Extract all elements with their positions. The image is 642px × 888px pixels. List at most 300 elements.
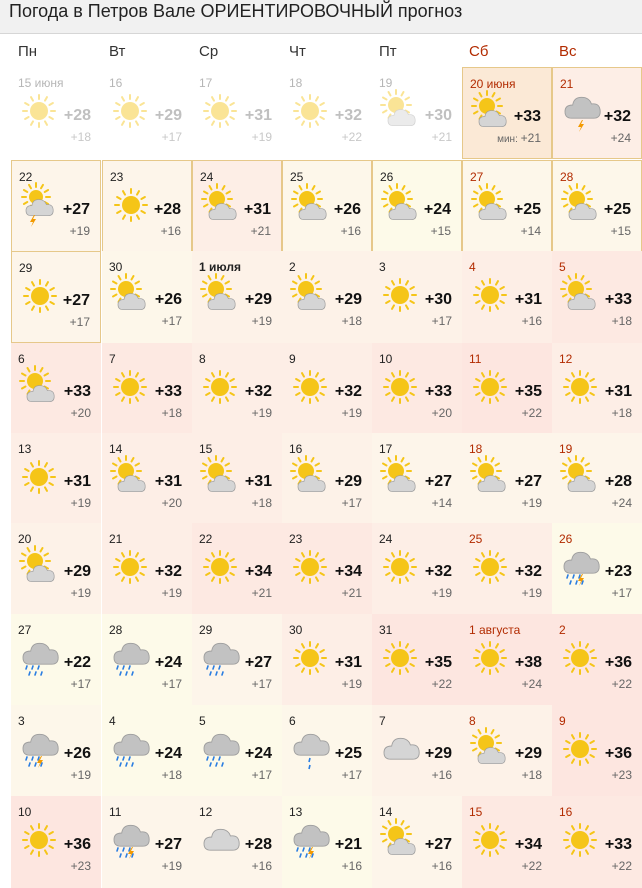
- temp-max: +32: [334, 107, 362, 124]
- temp-min-value: +21: [431, 130, 452, 144]
- temp-min-value: +19: [161, 859, 182, 873]
- temp-min-value: +17: [251, 768, 272, 782]
- day-date: 4: [109, 714, 116, 728]
- temp-max: +31: [244, 473, 272, 490]
- temp-min-value: +17: [69, 315, 90, 329]
- partly-cloudy-icon: [378, 453, 424, 499]
- temp-min-value: +22: [521, 859, 542, 873]
- temp-max: +29: [244, 291, 272, 308]
- temp-max: +33: [154, 383, 182, 400]
- temp-min: [522, 586, 542, 600]
- day-date: 7: [109, 352, 116, 366]
- temp-max: +34: [514, 836, 542, 853]
- day-date: 6: [18, 352, 25, 366]
- temp-min-value: +15: [610, 224, 631, 238]
- temp-min-value: +19: [70, 496, 91, 510]
- temp-min-value: +17: [161, 314, 182, 328]
- rain-icon: [108, 725, 154, 771]
- temp-max: +25: [603, 201, 631, 218]
- day-date: 24: [379, 532, 393, 546]
- temp-max: +36: [604, 745, 632, 762]
- partly-cloudy-icon: [378, 816, 424, 862]
- temp-min-value: +22: [431, 677, 452, 691]
- day-cell[interactable]: [192, 614, 282, 706]
- temp-min-value: +24: [611, 496, 632, 510]
- sun-icon: [378, 271, 424, 317]
- temp-min: [522, 768, 542, 782]
- temp-min-value: +17: [161, 130, 182, 144]
- sun-icon: [288, 363, 334, 409]
- day-cell[interactable]: [282, 614, 372, 706]
- day-cell[interactable]: [192, 343, 282, 435]
- day-cell[interactable]: [462, 251, 552, 343]
- temp-min: [432, 314, 452, 328]
- temp-min: [342, 314, 362, 328]
- temp-min-value: +20: [161, 496, 182, 510]
- temp-max: +24: [423, 201, 451, 218]
- partly-cloudy-icon: [559, 181, 605, 227]
- partly-cloudy-icon: [378, 87, 424, 133]
- day-cell[interactable]: [11, 523, 101, 615]
- temp-min: [342, 677, 362, 691]
- day-date: 6: [289, 714, 296, 728]
- temp-max: +36: [604, 654, 632, 671]
- temp-min-value: +22: [521, 406, 542, 420]
- sun-icon: [468, 363, 514, 409]
- temp-max: +29: [424, 745, 452, 762]
- partly-cloudy-icon: [288, 453, 334, 499]
- temp-min-value: +21: [251, 586, 272, 600]
- day-cell[interactable]: [102, 614, 192, 706]
- day-cell[interactable]: [192, 796, 282, 888]
- temp-min: [252, 768, 272, 782]
- day-cell[interactable]: [552, 251, 642, 343]
- temp-min-value: +23: [70, 859, 91, 873]
- day-cell[interactable]: [102, 67, 192, 159]
- min-prefix: мин:: [497, 134, 521, 145]
- temp-min: [162, 314, 182, 328]
- partly-cloudy-icon: [108, 453, 154, 499]
- temp-min-value: +20: [70, 406, 91, 420]
- temp-min-value: +18: [161, 768, 182, 782]
- day-date: 5: [559, 260, 566, 274]
- day-cell[interactable]: [102, 433, 192, 525]
- day-cell[interactable]: [102, 160, 192, 252]
- day-cell[interactable]: [282, 67, 372, 159]
- day-date: 25: [469, 532, 483, 546]
- day-cell[interactable]: [372, 796, 462, 888]
- day-cell[interactable]: [462, 433, 552, 525]
- day-date: 12: [199, 805, 213, 819]
- day-date: 1 августа: [469, 623, 521, 637]
- day-cell[interactable]: [552, 67, 642, 159]
- day-cell[interactable]: [552, 796, 642, 888]
- sun-icon: [109, 181, 155, 227]
- day-date: 28: [560, 170, 574, 184]
- temp-max: +32: [514, 563, 542, 580]
- day-cell[interactable]: [192, 705, 282, 797]
- day-cell[interactable]: [11, 67, 101, 159]
- temp-min-value: +14: [520, 224, 541, 238]
- temp-min: [611, 131, 631, 145]
- temp-min-value: +17: [431, 314, 452, 328]
- temp-min-value: +19: [69, 224, 90, 238]
- temp-min-value: +19: [341, 677, 362, 691]
- day-cell[interactable]: [372, 251, 462, 343]
- temp-max: +25: [334, 745, 362, 762]
- day-cell[interactable]: [192, 67, 282, 159]
- temp-min: [432, 768, 452, 782]
- day-cell[interactable]: [552, 160, 642, 252]
- partly-cloudy-icon: [469, 88, 515, 134]
- temp-min: [342, 496, 362, 510]
- temp-min: [162, 677, 182, 691]
- temp-max: +24: [154, 745, 182, 762]
- day-cell[interactable]: [11, 614, 101, 706]
- temp-min-value: +18: [341, 314, 362, 328]
- temp-min: [252, 496, 272, 510]
- day-date: 4: [469, 260, 476, 274]
- temp-min: [341, 224, 361, 238]
- temp-min-value: +20: [431, 406, 452, 420]
- temp-max: +32: [424, 563, 452, 580]
- weekday-label: Ср: [199, 43, 219, 60]
- day-date: 7: [379, 714, 386, 728]
- temp-min-value: +18: [611, 314, 632, 328]
- day-cell[interactable]: [372, 67, 462, 159]
- day-cell[interactable]: [372, 523, 462, 615]
- day-date: 3: [18, 714, 25, 728]
- temp-min: [497, 131, 541, 145]
- sun-icon: [468, 543, 514, 589]
- day-cell[interactable]: [372, 705, 462, 797]
- sun-icon: [198, 363, 244, 409]
- temp-min-value: +22: [341, 130, 362, 144]
- sun-icon: [558, 634, 604, 680]
- day-cell[interactable]: [552, 433, 642, 525]
- day-cell[interactable]: [282, 523, 372, 615]
- day-date: 9: [289, 352, 296, 366]
- temp-min-value: +18: [251, 496, 272, 510]
- day-cell[interactable]: [11, 433, 101, 525]
- day-date: 21: [560, 77, 574, 91]
- temp-min-value: +18: [161, 406, 182, 420]
- temp-min: [431, 224, 451, 238]
- weekday-label: Вт: [109, 43, 126, 60]
- temp-min: [162, 130, 182, 144]
- temp-min: [162, 586, 182, 600]
- temp-min-value: +17: [611, 586, 632, 600]
- temp-min: [342, 130, 362, 144]
- sun-icon: [558, 816, 604, 862]
- weekday-label: Пт: [379, 43, 397, 60]
- partly-cloudy-icon: [468, 453, 514, 499]
- temp-min-value: +17: [341, 496, 362, 510]
- day-date: 27: [470, 170, 484, 184]
- day-date: 16: [109, 76, 123, 90]
- temp-min-value: +17: [251, 677, 272, 691]
- partly-cloudy-icon: [558, 453, 604, 499]
- weekday-label: Чт: [289, 43, 306, 60]
- temp-max: +35: [514, 383, 542, 400]
- day-date: 19: [379, 76, 393, 90]
- rain-icon: [198, 725, 244, 771]
- temp-min-value: +19: [70, 586, 91, 600]
- day-cell[interactable]: [462, 67, 552, 159]
- cloud-icon: [378, 725, 424, 771]
- cloud-icon: [198, 816, 244, 862]
- day-date: 13: [18, 442, 32, 456]
- temp-min: [71, 586, 91, 600]
- temp-max: +32: [603, 108, 631, 125]
- temp-min: [612, 586, 632, 600]
- rain-icon: [108, 634, 154, 680]
- day-date: 20 июня: [470, 77, 516, 91]
- day-cell[interactable]: [282, 160, 372, 252]
- temp-min: [71, 130, 91, 144]
- day-date: 3: [379, 260, 386, 274]
- title-bar: [0, 0, 642, 34]
- temp-max: +31: [63, 473, 91, 490]
- day-cell[interactable]: [552, 523, 642, 615]
- temp-min-value: +14: [431, 496, 452, 510]
- temp-min: [342, 586, 362, 600]
- sun-icon: [378, 363, 424, 409]
- temp-max: +22: [63, 654, 91, 671]
- temp-min: [252, 130, 272, 144]
- temp-min-value: +19: [161, 586, 182, 600]
- day-date: 26: [559, 532, 573, 546]
- day-cell[interactable]: [282, 705, 372, 797]
- day-date: 27: [18, 623, 32, 637]
- temp-min: [432, 496, 452, 510]
- temp-max: +28: [63, 107, 91, 124]
- day-date: 13: [289, 805, 303, 819]
- day-cell[interactable]: [192, 160, 282, 252]
- temp-min: [432, 586, 452, 600]
- day-cell[interactable]: [372, 343, 462, 435]
- thunderstorm-rain-icon: [288, 816, 334, 862]
- thunderstorm-icon: [559, 88, 605, 134]
- day-date: 22: [19, 170, 33, 184]
- partly-cloudy-icon: [469, 181, 515, 227]
- temp-min-value: +17: [161, 677, 182, 691]
- day-cell[interactable]: [102, 523, 192, 615]
- day-cell[interactable]: [552, 705, 642, 797]
- temp-max: +27: [424, 836, 452, 853]
- day-cell[interactable]: [192, 433, 282, 525]
- temp-max: +33: [604, 836, 632, 853]
- day-cell[interactable]: [462, 343, 552, 435]
- temp-min: [252, 859, 272, 873]
- temp-max: +31: [243, 201, 271, 218]
- day-date: 8: [469, 714, 476, 728]
- page-title: Погода в Петров Вале ОРИЕНТИРОВОЧНЫЙ прогноз: [9, 1, 463, 21]
- sun-icon: [558, 725, 604, 771]
- temp-min: [522, 406, 542, 420]
- day-date: 30: [109, 260, 123, 274]
- day-cell[interactable]: [11, 705, 101, 797]
- day-cell[interactable]: [462, 614, 552, 706]
- thunderstorm-rain-icon: [558, 543, 604, 589]
- day-date: 14: [109, 442, 123, 456]
- day-cell[interactable]: [102, 251, 192, 343]
- temp-min: [342, 859, 362, 873]
- day-cell[interactable]: [192, 523, 282, 615]
- day-date: 18: [289, 76, 303, 90]
- temp-max: +33: [63, 383, 91, 400]
- day-date: 22: [199, 532, 213, 546]
- temp-max: +28: [244, 836, 272, 853]
- day-cell[interactable]: [462, 796, 552, 888]
- day-cell[interactable]: [462, 160, 552, 252]
- day-date: 11: [469, 352, 482, 366]
- temp-min: [432, 130, 452, 144]
- temp-min: [522, 314, 542, 328]
- temp-min-value: +21: [250, 224, 271, 238]
- day-date: 29: [199, 623, 213, 637]
- day-cell[interactable]: [372, 160, 462, 252]
- day-date: 11: [109, 805, 122, 819]
- day-cell[interactable]: [11, 160, 101, 252]
- day-cell[interactable]: [372, 614, 462, 706]
- temp-max: +21: [334, 836, 362, 853]
- sun-icon: [558, 363, 604, 409]
- temp-min-value: +22: [611, 859, 632, 873]
- day-cell[interactable]: [282, 433, 372, 525]
- day-cell[interactable]: [102, 343, 192, 435]
- temp-min-value: +16: [251, 859, 272, 873]
- temp-min-value: +19: [70, 768, 91, 782]
- partly-cloudy-icon: [288, 271, 334, 317]
- temp-min-value: +19: [521, 586, 542, 600]
- day-cell[interactable]: [282, 251, 372, 343]
- temp-min-value: +18: [70, 130, 91, 144]
- temp-max: +29: [514, 745, 542, 762]
- temp-min-value: +23: [611, 768, 632, 782]
- sun-icon: [108, 87, 154, 133]
- day-date: 21: [109, 532, 123, 546]
- day-date: 26: [380, 170, 394, 184]
- temp-max: +34: [244, 563, 272, 580]
- temp-min: [612, 768, 632, 782]
- sun-icon: [468, 271, 514, 317]
- temp-max: +30: [424, 291, 452, 308]
- temp-min-value: +24: [521, 677, 542, 691]
- temp-max: +38: [514, 654, 542, 671]
- day-cell[interactable]: [462, 523, 552, 615]
- partly-cloudy-icon: [468, 725, 514, 771]
- temp-max: +25: [513, 201, 541, 218]
- temp-min: [432, 406, 452, 420]
- partly-cloudy-icon: [379, 181, 425, 227]
- temp-min-value: +17: [70, 677, 91, 691]
- day-date: 10: [379, 352, 393, 366]
- sun-icon: [17, 87, 63, 133]
- temp-min-value: +21: [520, 131, 541, 145]
- day-date: 17: [199, 76, 213, 90]
- day-date: 2: [289, 260, 296, 274]
- temp-max: +27: [154, 836, 182, 853]
- day-cell[interactable]: [372, 433, 462, 525]
- temp-min: [521, 224, 541, 238]
- partly-cloudy-icon: [108, 271, 154, 317]
- day-cell[interactable]: [552, 343, 642, 435]
- day-date: 30: [289, 623, 303, 637]
- partly-cloudy-icon: [198, 453, 244, 499]
- partly-cloudy-icon: [558, 271, 604, 317]
- temp-min-value: +16: [431, 768, 452, 782]
- temp-min-value: +16: [521, 314, 542, 328]
- temp-max: +33: [513, 108, 541, 125]
- temp-min-value: +17: [341, 768, 362, 782]
- day-date: 28: [109, 623, 123, 637]
- day-cell[interactable]: [282, 343, 372, 435]
- day-cell[interactable]: [192, 251, 282, 343]
- temp-max: +26: [154, 291, 182, 308]
- day-date: 14: [379, 805, 393, 819]
- temp-min-value: +16: [431, 859, 452, 873]
- rain-icon: [17, 634, 63, 680]
- day-date: 24: [200, 170, 214, 184]
- day-cell[interactable]: [552, 614, 642, 706]
- day-cell[interactable]: [11, 796, 101, 888]
- day-date: 25: [290, 170, 304, 184]
- temp-min: [71, 859, 91, 873]
- temp-max: +35: [424, 654, 452, 671]
- day-date: 19: [559, 442, 573, 456]
- rain-icon: [198, 634, 244, 680]
- temp-min: [162, 496, 182, 510]
- day-cell[interactable]: [462, 705, 552, 797]
- temp-max: +33: [424, 383, 452, 400]
- temp-max: +31: [334, 654, 362, 671]
- temp-min: [252, 314, 272, 328]
- day-cell[interactable]: [102, 796, 192, 888]
- temp-min: [71, 406, 91, 420]
- temp-min: [612, 677, 632, 691]
- day-date: 17: [379, 442, 393, 456]
- temp-max: +31: [604, 383, 632, 400]
- temp-min: [162, 859, 182, 873]
- day-date: 2: [559, 623, 566, 637]
- temp-max: +36: [63, 836, 91, 853]
- partly-cloudy-icon: [17, 363, 63, 409]
- day-date: 12: [559, 352, 573, 366]
- temp-min: [612, 314, 632, 328]
- temp-max: +32: [334, 383, 362, 400]
- temp-min-value: +22: [611, 677, 632, 691]
- temp-max: +29: [334, 473, 362, 490]
- day-cell[interactable]: [282, 796, 372, 888]
- temp-max: +27: [62, 201, 90, 218]
- day-date: 8: [199, 352, 206, 366]
- temp-min-value: +16: [340, 224, 361, 238]
- temp-max: +31: [244, 107, 272, 124]
- temp-min: [522, 677, 542, 691]
- temp-min: [342, 406, 362, 420]
- temp-min: [161, 224, 181, 238]
- day-date: 20: [18, 532, 32, 546]
- day-date: 15 июня: [18, 76, 64, 90]
- day-cell[interactable]: [11, 251, 101, 343]
- sun-icon: [108, 543, 154, 589]
- temp-min-value: +19: [251, 130, 272, 144]
- temp-min: [162, 768, 182, 782]
- temp-min: [432, 859, 452, 873]
- day-cell[interactable]: [102, 705, 192, 797]
- day-cell[interactable]: [11, 343, 101, 435]
